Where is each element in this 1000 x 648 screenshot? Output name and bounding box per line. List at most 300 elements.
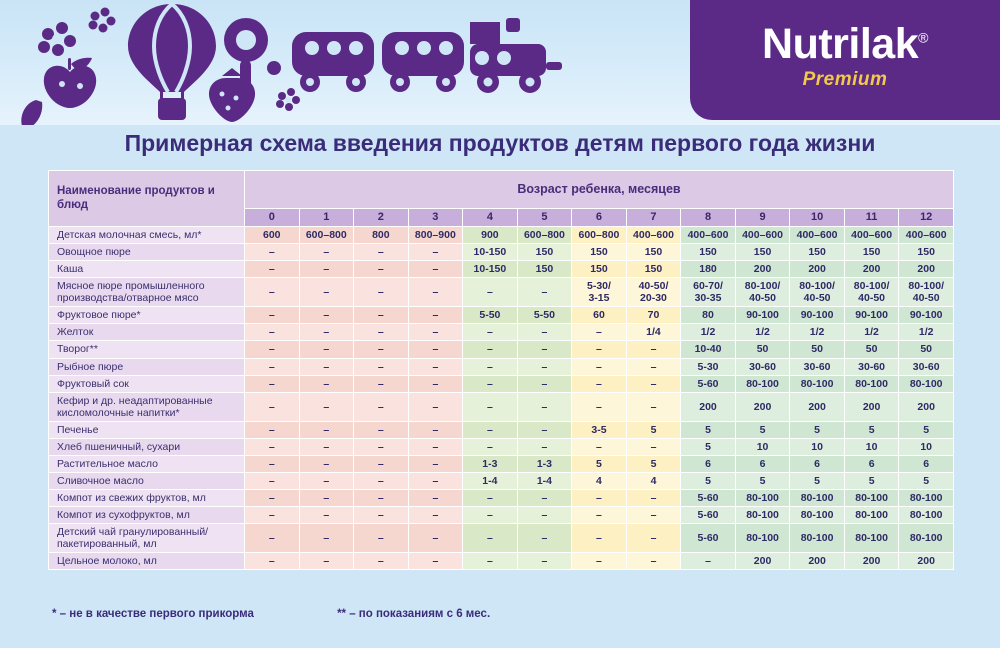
products-table [48, 170, 954, 570]
value-cell: 5 [735, 472, 790, 489]
value-cell: – [626, 438, 681, 455]
table-row [49, 553, 954, 570]
value-cell: 60 [572, 307, 627, 324]
product-name-cell: Рыбное пюре [49, 358, 245, 375]
value-cell: – [572, 375, 627, 392]
table-row [49, 375, 954, 392]
value-cell: 80-100 [899, 507, 954, 524]
table-row [49, 227, 954, 244]
product-name-cell: Желток [49, 324, 245, 341]
value-cell: – [572, 524, 627, 553]
value-cell: – [517, 341, 572, 358]
value-cell: 80-100 [844, 375, 899, 392]
value-cell: 400–600 [626, 227, 681, 244]
value-cell: – [354, 341, 409, 358]
value-cell: – [572, 358, 627, 375]
value-cell: 1/2 [899, 324, 954, 341]
value-cell: 600 [245, 227, 300, 244]
value-cell: 5-50 [517, 307, 572, 324]
value-cell: – [354, 324, 409, 341]
decorative-toys-illustration [0, 0, 700, 125]
value-cell: 80 [681, 307, 736, 324]
value-cell: – [299, 507, 354, 524]
value-cell: 5 [681, 421, 736, 438]
value-cell: – [245, 261, 300, 278]
value-cell: 5 [899, 421, 954, 438]
value-cell: – [299, 358, 354, 375]
value-cell: 50 [790, 341, 845, 358]
value-cell: – [572, 341, 627, 358]
product-name-cell: Сливочное масло [49, 472, 245, 489]
value-cell: – [408, 392, 463, 421]
value-cell: 90-100 [899, 307, 954, 324]
value-cell: – [299, 490, 354, 507]
footnote-one: * – не в качестве первого прикорма [52, 608, 254, 620]
value-cell: – [463, 438, 518, 455]
value-cell: 800 [354, 227, 409, 244]
value-cell: 40-50/ 20-30 [626, 278, 681, 307]
value-cell: 900 [463, 227, 518, 244]
month-header-10: 10 [790, 209, 845, 227]
value-cell: – [408, 553, 463, 570]
value-cell: 400–600 [790, 227, 845, 244]
value-cell: 5 [572, 455, 627, 472]
table-row [49, 438, 954, 455]
value-cell: – [681, 553, 736, 570]
value-cell: – [408, 358, 463, 375]
value-cell: 150 [626, 244, 681, 261]
value-cell: 150 [844, 244, 899, 261]
value-cell: 150 [899, 244, 954, 261]
value-cell: – [463, 358, 518, 375]
value-cell: 6 [844, 455, 899, 472]
table-row [49, 307, 954, 324]
value-cell: 400–600 [681, 227, 736, 244]
value-cell: 90-100 [790, 307, 845, 324]
month-header-9: 9 [735, 209, 790, 227]
value-cell: 200 [899, 392, 954, 421]
value-cell: 1/2 [735, 324, 790, 341]
table-row [49, 261, 954, 278]
flower-small-icon [89, 8, 116, 33]
value-cell: – [354, 307, 409, 324]
value-cell: 80-100 [735, 375, 790, 392]
value-cell: 1-4 [463, 472, 518, 489]
value-cell: – [626, 553, 681, 570]
value-cell: 90-100 [735, 307, 790, 324]
value-cell: 80-100/ 40-50 [899, 278, 954, 307]
value-cell: – [572, 392, 627, 421]
value-cell: – [517, 421, 572, 438]
value-cell: 50 [735, 341, 790, 358]
column-header-product-name: Наименование продуктов и блюд [49, 171, 245, 227]
value-cell: 5 [735, 421, 790, 438]
value-cell: – [299, 438, 354, 455]
value-cell: 5 [790, 472, 845, 489]
value-cell: 80-100 [899, 375, 954, 392]
footnotes [52, 608, 952, 620]
value-cell: – [354, 261, 409, 278]
column-header-age: Возраст ребенка, месяцев [245, 171, 954, 209]
value-cell: 6 [899, 455, 954, 472]
month-header-3: 3 [408, 209, 463, 227]
value-cell: – [354, 472, 409, 489]
value-cell: – [626, 392, 681, 421]
value-cell: – [408, 324, 463, 341]
train-wagon-icon [382, 32, 464, 92]
value-cell: – [299, 472, 354, 489]
value-cell: 150 [626, 261, 681, 278]
month-header-0: 0 [245, 209, 300, 227]
value-cell: 400–600 [899, 227, 954, 244]
product-name-cell: Детская молочная смесь, мл* [49, 227, 245, 244]
value-cell: 5 [626, 455, 681, 472]
value-cell: – [245, 472, 300, 489]
value-cell: 80-100 [844, 507, 899, 524]
value-cell: 80-100 [899, 490, 954, 507]
value-cell: 1/2 [844, 324, 899, 341]
value-cell: – [245, 341, 300, 358]
value-cell: – [299, 261, 354, 278]
value-cell: 200 [899, 553, 954, 570]
value-cell: 80-100 [844, 490, 899, 507]
value-cell: 80-100 [844, 524, 899, 553]
value-cell: 200 [735, 261, 790, 278]
value-cell: – [245, 490, 300, 507]
value-cell: 150 [790, 244, 845, 261]
product-name-cell: Овощное пюре [49, 244, 245, 261]
value-cell: – [245, 507, 300, 524]
value-cell: 1/2 [790, 324, 845, 341]
value-cell: – [299, 324, 354, 341]
value-cell: 200 [735, 392, 790, 421]
value-cell: – [245, 455, 300, 472]
value-cell: 150 [517, 244, 572, 261]
value-cell: 200 [790, 553, 845, 570]
value-cell: 60-70/ 30-35 [681, 278, 736, 307]
product-name-cell: Растительное масло [49, 455, 245, 472]
table-row [49, 455, 954, 472]
value-cell: 80-100 [735, 507, 790, 524]
value-cell: – [245, 324, 300, 341]
month-header-7: 7 [626, 209, 681, 227]
value-cell: 200 [899, 261, 954, 278]
introduction-schedule-table [48, 170, 954, 570]
value-cell: – [245, 438, 300, 455]
brand-subtitle: Premium [802, 69, 888, 90]
value-cell: 200 [790, 261, 845, 278]
value-cell: – [517, 324, 572, 341]
value-cell: 200 [790, 392, 845, 421]
value-cell: 1/2 [681, 324, 736, 341]
value-cell: 50 [844, 341, 899, 358]
value-cell: – [245, 421, 300, 438]
month-header-4: 4 [463, 209, 518, 227]
value-cell: – [517, 392, 572, 421]
table-row [49, 507, 954, 524]
product-name-cell: Компот из свежих фруктов, мл [49, 490, 245, 507]
train-wagon-icon [292, 32, 374, 92]
brand-name-text: Nutrilak [762, 20, 919, 68]
value-cell: – [299, 392, 354, 421]
value-cell: 10-150 [463, 261, 518, 278]
value-cell: 5-30/ 3-15 [572, 278, 627, 307]
value-cell: – [626, 524, 681, 553]
value-cell: 5-60 [681, 490, 736, 507]
hot-air-balloon-icon [128, 4, 216, 120]
value-cell: – [245, 278, 300, 307]
value-cell: 1-3 [517, 455, 572, 472]
month-header-2: 2 [354, 209, 409, 227]
value-cell: – [354, 524, 409, 553]
value-cell: 5-50 [463, 307, 518, 324]
value-cell: – [354, 507, 409, 524]
value-cell: 6 [735, 455, 790, 472]
value-cell: 5 [626, 421, 681, 438]
table-row [49, 341, 954, 358]
table-row [49, 324, 954, 341]
value-cell: – [626, 507, 681, 524]
value-cell: – [626, 490, 681, 507]
value-cell: 600–800 [517, 227, 572, 244]
value-cell: 600–800 [299, 227, 354, 244]
month-header-6: 6 [572, 209, 627, 227]
value-cell: 30-60 [735, 358, 790, 375]
value-cell: – [245, 307, 300, 324]
value-cell: 30-60 [844, 358, 899, 375]
value-cell: 150 [517, 261, 572, 278]
value-cell: – [626, 358, 681, 375]
product-name-cell: Творог** [49, 341, 245, 358]
value-cell: 5 [681, 438, 736, 455]
value-cell: – [408, 421, 463, 438]
value-cell: – [408, 341, 463, 358]
value-cell: – [572, 553, 627, 570]
month-header-8: 8 [681, 209, 736, 227]
value-cell: – [463, 507, 518, 524]
value-cell: – [408, 455, 463, 472]
value-cell: – [463, 490, 518, 507]
value-cell: – [299, 455, 354, 472]
value-cell: 90-100 [844, 307, 899, 324]
train-locomotive-icon [470, 18, 562, 93]
product-name-cell: Цельное молоко, мл [49, 553, 245, 570]
value-cell: – [245, 524, 300, 553]
value-cell: – [572, 507, 627, 524]
table-row [49, 244, 954, 261]
value-cell: 3-5 [572, 421, 627, 438]
value-cell: – [408, 278, 463, 307]
footnote-two: ** – по показаниям с 6 мес. [337, 608, 491, 620]
value-cell: – [572, 324, 627, 341]
page-title: Примерная схема введения продуктов детям первого года жизни [124, 130, 876, 156]
value-cell: – [572, 490, 627, 507]
value-cell: 30-60 [899, 358, 954, 375]
table-row [49, 472, 954, 489]
value-cell: 1-3 [463, 455, 518, 472]
value-cell: – [463, 278, 518, 307]
flower-icon [38, 22, 76, 56]
table-row [49, 392, 954, 421]
month-header-11: 11 [844, 209, 899, 227]
value-cell: 5-60 [681, 375, 736, 392]
value-cell: 200 [844, 261, 899, 278]
table-row [49, 524, 954, 553]
value-cell: – [408, 244, 463, 261]
value-cell: 30-60 [790, 358, 845, 375]
value-cell: – [299, 553, 354, 570]
value-cell: 4 [572, 472, 627, 489]
value-cell: – [408, 438, 463, 455]
brand-logo [690, 0, 1000, 120]
value-cell: 5-30 [681, 358, 736, 375]
value-cell: – [517, 507, 572, 524]
value-cell: – [354, 455, 409, 472]
value-cell: 200 [844, 553, 899, 570]
table-head [49, 171, 954, 227]
brand-name [762, 20, 928, 68]
value-cell: 200 [681, 392, 736, 421]
value-cell: 1/4 [626, 324, 681, 341]
value-cell: 150 [735, 244, 790, 261]
value-cell: 10 [735, 438, 790, 455]
value-cell: – [463, 421, 518, 438]
value-cell: 5 [844, 421, 899, 438]
value-cell: – [354, 490, 409, 507]
product-name-cell: Хлеб пшеничный, сухари [49, 438, 245, 455]
value-cell: 80-100/ 40-50 [735, 278, 790, 307]
value-cell: – [299, 341, 354, 358]
value-cell: 80-100 [790, 490, 845, 507]
value-cell: 80-100 [790, 507, 845, 524]
value-cell: – [408, 490, 463, 507]
value-cell: – [354, 553, 409, 570]
value-cell: – [517, 553, 572, 570]
flower-tiny-icon [276, 88, 300, 111]
value-cell: 600–800 [572, 227, 627, 244]
value-cell: – [517, 358, 572, 375]
value-cell: – [354, 244, 409, 261]
value-cell: 5-60 [681, 507, 736, 524]
value-cell: 80-100 [790, 524, 845, 553]
value-cell: 200 [735, 553, 790, 570]
value-cell: 1-4 [517, 472, 572, 489]
value-cell: – [463, 324, 518, 341]
value-cell: – [626, 341, 681, 358]
value-cell: – [299, 375, 354, 392]
leaf-icon [21, 100, 42, 125]
value-cell: 400–600 [844, 227, 899, 244]
value-cell: 200 [844, 392, 899, 421]
product-name-cell: Кефир и др. неадаптированные кисломолочные напитки* [49, 392, 245, 421]
month-header-12: 12 [899, 209, 954, 227]
value-cell: – [408, 507, 463, 524]
value-cell: 6 [681, 455, 736, 472]
value-cell: 5 [790, 421, 845, 438]
table-row [49, 358, 954, 375]
product-name-cell: Мясное пюре промышленного производства/отварное мясо [49, 278, 245, 307]
value-cell: 10-150 [463, 244, 518, 261]
value-cell: – [463, 375, 518, 392]
table-body [49, 227, 954, 570]
value-cell: – [245, 244, 300, 261]
value-cell: – [463, 524, 518, 553]
value-cell: 50 [899, 341, 954, 358]
value-cell: – [354, 375, 409, 392]
value-cell: 10-40 [681, 341, 736, 358]
value-cell: 150 [681, 244, 736, 261]
value-cell: 80-100 [790, 375, 845, 392]
value-cell: – [245, 358, 300, 375]
value-cell: 4 [626, 472, 681, 489]
value-cell: – [517, 278, 572, 307]
value-cell: – [408, 261, 463, 278]
product-name-cell: Печенье [49, 421, 245, 438]
table-row [49, 278, 954, 307]
table-row [49, 490, 954, 507]
product-name-cell: Каша [49, 261, 245, 278]
value-cell: – [408, 307, 463, 324]
value-cell: – [354, 421, 409, 438]
month-header-1: 1 [299, 209, 354, 227]
value-cell: – [299, 244, 354, 261]
value-cell: – [517, 524, 572, 553]
registered-mark: ® [918, 29, 928, 46]
value-cell: – [463, 341, 518, 358]
value-cell: 10 [844, 438, 899, 455]
product-name-cell: Компот из сухофруктов, мл [49, 507, 245, 524]
value-cell: 5 [899, 472, 954, 489]
value-cell: 150 [572, 244, 627, 261]
value-cell: 5-60 [681, 524, 736, 553]
value-cell: – [245, 375, 300, 392]
value-cell: 6 [790, 455, 845, 472]
table-header-row-1 [49, 171, 954, 209]
value-cell: – [299, 421, 354, 438]
table-row [49, 421, 954, 438]
value-cell: – [245, 392, 300, 421]
product-name-cell: Фруктовое пюре* [49, 307, 245, 324]
product-name-cell: Детский чай гранулированный/ пакетированный, мл [49, 524, 245, 553]
value-cell: – [408, 524, 463, 553]
value-cell: – [517, 490, 572, 507]
value-cell: – [517, 375, 572, 392]
value-cell: – [299, 307, 354, 324]
product-name-cell: Фруктовый сок [49, 375, 245, 392]
value-cell: 5 [681, 472, 736, 489]
month-header-5: 5 [517, 209, 572, 227]
value-cell: – [517, 438, 572, 455]
value-cell: – [463, 553, 518, 570]
value-cell: 400–600 [735, 227, 790, 244]
value-cell: 5 [844, 472, 899, 489]
value-cell: 80-100 [735, 524, 790, 553]
value-cell: – [299, 278, 354, 307]
value-cell: – [408, 375, 463, 392]
value-cell: – [572, 438, 627, 455]
value-cell: – [354, 278, 409, 307]
apple-icon [44, 58, 96, 108]
value-cell: – [354, 438, 409, 455]
value-cell: 80-100/ 40-50 [844, 278, 899, 307]
value-cell: 150 [572, 261, 627, 278]
header-decoration-band [0, 0, 1000, 125]
value-cell: 70 [626, 307, 681, 324]
value-cell: 10 [899, 438, 954, 455]
value-cell: – [626, 375, 681, 392]
value-cell: – [245, 553, 300, 570]
value-cell: – [463, 392, 518, 421]
